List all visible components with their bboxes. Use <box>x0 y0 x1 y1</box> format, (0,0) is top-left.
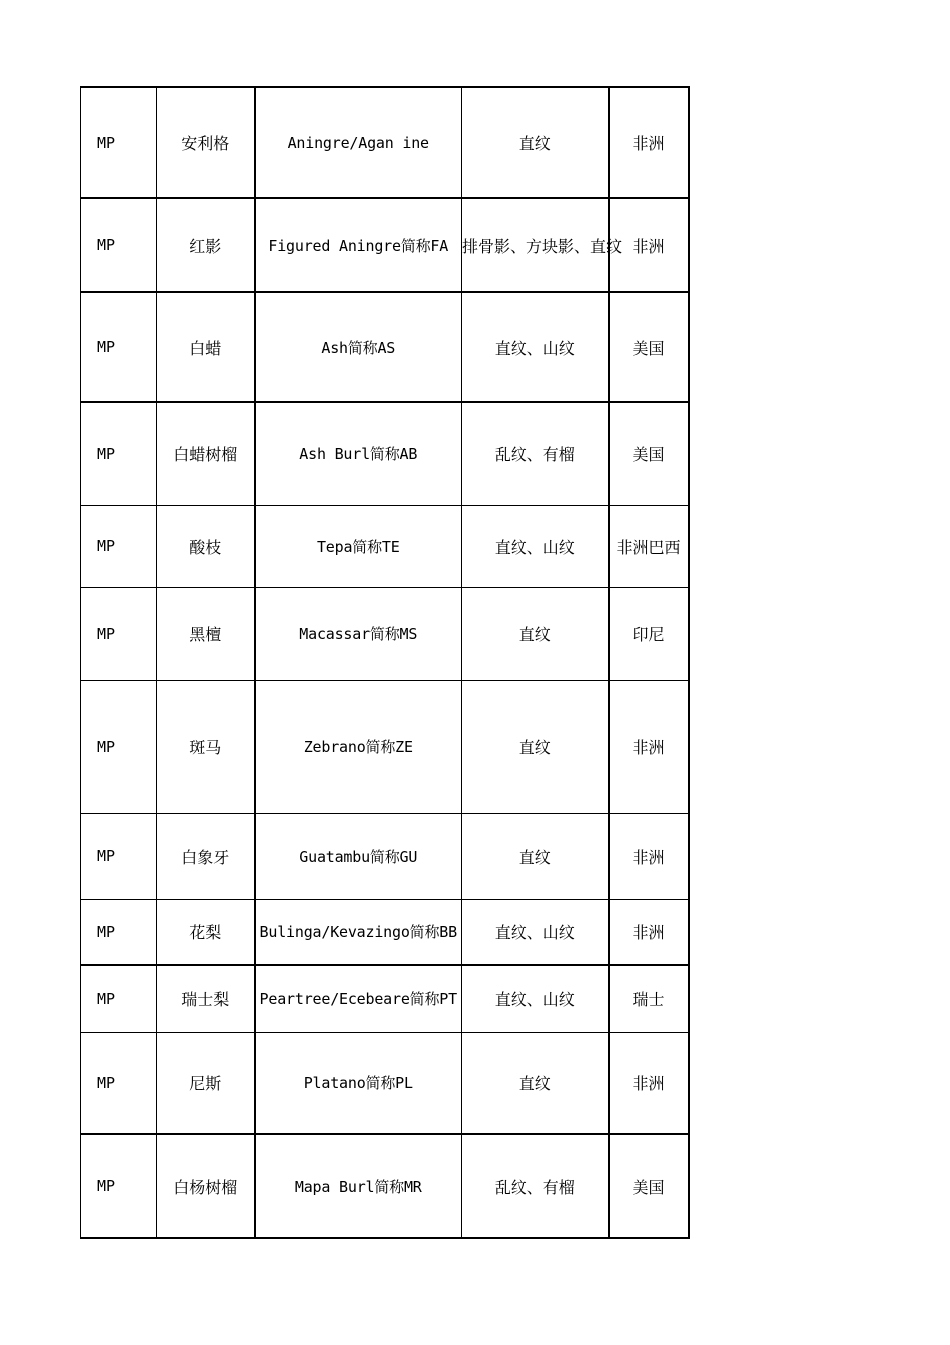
veneer-species-sheet <box>80 86 688 1239</box>
english-name-cell: Ash Burl简称AB <box>255 402 462 505</box>
grain-pattern-text: 直纹、山纹 <box>494 923 575 943</box>
origin-cell: 非洲 <box>609 680 689 813</box>
grain-pattern-cell <box>462 680 609 813</box>
grain-pattern-cell <box>462 292 609 402</box>
grain-pattern-cell <box>462 402 609 505</box>
grain-pattern-text: 直纹 <box>518 1074 551 1094</box>
table-row <box>81 899 689 965</box>
grain-pattern-cell <box>462 198 623 292</box>
table-row <box>81 1134 689 1238</box>
product-code-cell: MP <box>81 965 157 1032</box>
origin-cell: 非洲巴西 <box>609 505 689 587</box>
chinese-name-cell: 白蜡 <box>157 292 255 402</box>
chinese-name-cell: 白杨树榴 <box>157 1134 255 1238</box>
grain-pattern-text: 直纹 <box>518 847 551 867</box>
product-code-cell: MP <box>81 198 157 292</box>
grain-pattern-text: 直纹 <box>518 738 551 757</box>
grain-pattern-text: 直纹 <box>518 134 551 153</box>
table-row <box>81 813 689 899</box>
origin-cell: 印尼 <box>609 587 689 680</box>
grain-pattern-text: 乱纹、有榴 <box>494 1177 575 1197</box>
chinese-name-cell: 花梨 <box>157 899 255 965</box>
origin-cell: 非洲 <box>609 87 689 198</box>
product-code-cell: MP <box>81 87 157 198</box>
origin-cell: 非洲 <box>609 198 689 292</box>
english-name-cell: Ash简称AS <box>255 292 462 402</box>
english-name-cell: Peartree/Ecebeare简称PT <box>255 965 462 1032</box>
chinese-name-cell: 白象牙 <box>157 813 255 899</box>
table-row <box>81 965 689 1032</box>
origin-cell: 非洲 <box>609 1032 689 1134</box>
grain-pattern-cell <box>462 587 609 680</box>
table-row <box>81 198 689 292</box>
origin-cell: 瑞士 <box>609 965 689 1032</box>
english-name-cell: Guatambu简称GU <box>255 813 462 899</box>
product-code-cell: MP <box>81 292 157 402</box>
grain-pattern-text: 排骨影、方块影、直纹 <box>462 236 623 256</box>
chinese-name-cell: 白蜡树榴 <box>157 402 255 505</box>
chinese-name-cell: 瑞士梨 <box>157 965 255 1032</box>
english-name-cell: Mapa Burl简称MR <box>255 1134 462 1238</box>
english-name-cell: Bulinga/Kevazingo简称BB <box>255 899 462 965</box>
grain-pattern-cell <box>462 813 609 899</box>
product-code-cell: MP <box>81 587 157 680</box>
product-code-cell: MP <box>81 680 157 813</box>
table-row <box>81 1032 689 1134</box>
english-name-cell: Tepa简称TE <box>255 505 462 587</box>
origin-cell: 非洲 <box>609 813 689 899</box>
grain-pattern-cell <box>462 1032 609 1134</box>
product-code-cell: MP <box>81 402 157 505</box>
product-code-cell: MP <box>81 505 157 587</box>
grain-pattern-cell <box>462 1134 609 1238</box>
grain-pattern-cell <box>462 505 609 587</box>
english-name-cell: Zebrano简称ZE <box>255 680 462 813</box>
product-code-cell: MP <box>81 899 157 965</box>
product-code-cell: MP <box>81 813 157 899</box>
english-name-cell: Figured Aningre简称FA <box>255 198 462 292</box>
grain-pattern-text: 直纹、山纹 <box>494 338 575 358</box>
chinese-name-cell: 斑马 <box>157 680 255 813</box>
grain-pattern-text: 乱纹、有榴 <box>494 445 575 465</box>
english-name-cell: Platano简称PL <box>255 1032 462 1134</box>
origin-cell: 非洲 <box>609 899 689 965</box>
veneer-species-table <box>80 86 690 1239</box>
grain-pattern-text: 直纹、山纹 <box>494 990 575 1010</box>
english-name-cell: Aningre/Agan ine <box>255 87 462 198</box>
table-body <box>81 87 689 1238</box>
chinese-name-cell: 红影 <box>157 198 255 292</box>
grain-pattern-cell <box>462 899 609 965</box>
table-row <box>81 505 689 587</box>
grain-pattern-cell <box>462 965 609 1032</box>
product-code-cell: MP <box>81 1134 157 1238</box>
grain-pattern-text: 直纹、山纹 <box>494 537 575 557</box>
table-row <box>81 292 689 402</box>
table-row <box>81 87 689 198</box>
table-row <box>81 587 689 680</box>
origin-cell: 美国 <box>609 292 689 402</box>
english-name-cell: Macassar简称MS <box>255 587 462 680</box>
origin-cell: 美国 <box>609 402 689 505</box>
chinese-name-cell: 酸枝 <box>157 505 255 587</box>
chinese-name-cell: 黑檀 <box>157 587 255 680</box>
product-code-cell: MP <box>81 1032 157 1134</box>
grain-pattern-cell <box>462 87 609 198</box>
grain-pattern-text: 直纹 <box>518 625 551 644</box>
chinese-name-cell: 安利格 <box>157 87 255 198</box>
origin-cell: 美国 <box>609 1134 689 1238</box>
chinese-name-cell: 尼斯 <box>157 1032 255 1134</box>
table-row <box>81 680 689 813</box>
table-row <box>81 402 689 505</box>
